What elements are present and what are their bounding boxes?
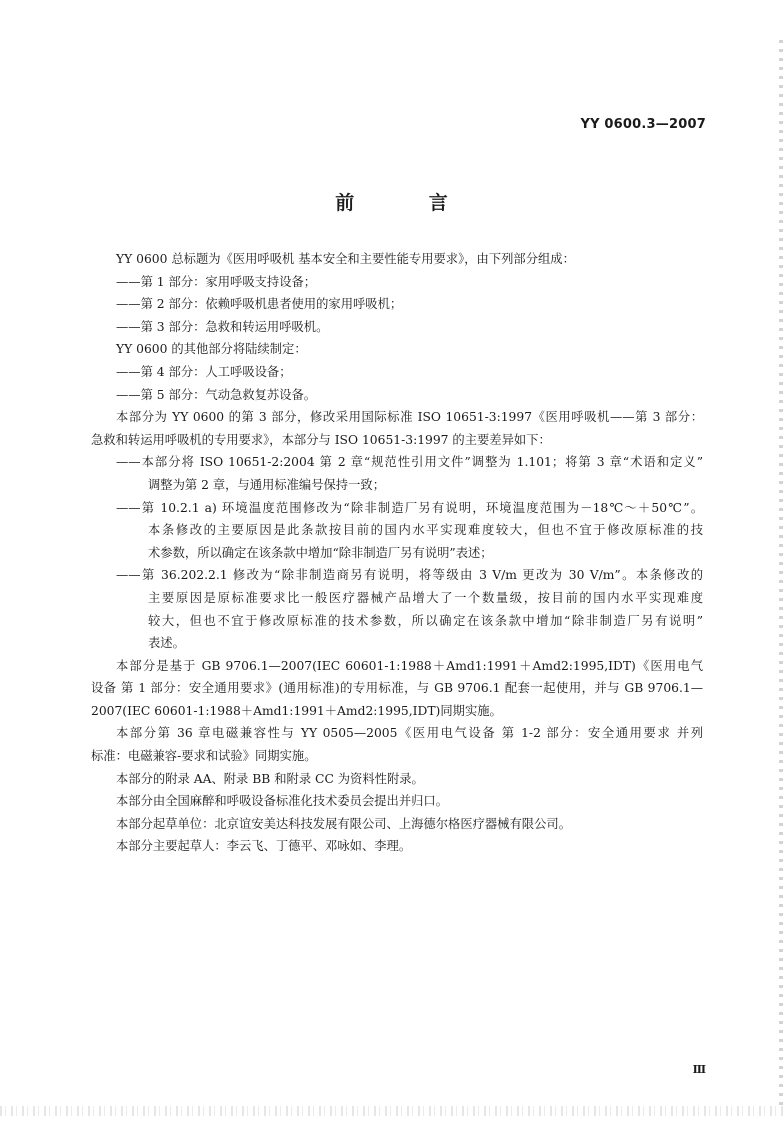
standard-number: YY 0600.3—2007	[580, 117, 706, 132]
paragraph-line: 本条修改的主要原因是此条款按目前的国内水平实现难度较大，但也不宜于修改原标准的技	[148, 523, 703, 538]
page-title: 前 言	[335, 192, 482, 214]
paragraph-line: 表述。	[148, 636, 185, 651]
paragraph-line: 设备 第 1 部分：安全通用要求》(通用标准)的专用标准，与 GB 9706.1 配套一起使用，并与 GB 9706.1—	[91, 681, 703, 696]
scan-artifact-right	[779, 40, 783, 1110]
paragraph-line: 主要原因是原标准要求比一般医疗器械产品增大了一个数量级，按目前的国内水平实现难度	[148, 590, 703, 605]
paragraph-line: 较大，但也不宜于修改原标准的技术参数，所以确定在该条款中增加“除非制造厂另有说明”	[148, 613, 703, 628]
paragraph-line: ——第 36.202.2.1 修改为“除非制造商另有说明，将等级由 3 V/m 更改为 30 V/m”。本条修改的	[116, 568, 703, 583]
paragraph-line: 本部分主要起草人：李云飞、丁德平、邓咏如、李理。	[116, 839, 412, 854]
paragraph-line: ——第 2 部分：依赖呼吸机患者使用的家用呼吸机；	[116, 297, 403, 312]
foreword-body	[91, 248, 703, 858]
page-number: Ⅲ	[692, 1063, 706, 1076]
paragraph-line: 本部分起草单位：北京谊安美达科技发展有限公司、上海德尔格医疗器械有限公司。	[116, 816, 571, 831]
paragraph-line: YY 0600 总标题为《医用呼吸机 基本安全和主要性能专用要求》，由下列部分组成：	[116, 252, 575, 266]
paragraph-line: 调整为第 2 章，与通用标准编号保持一致；	[148, 477, 385, 492]
paragraph-line: ——本部分将 ISO 10651-2:2004 第 2 章“规范性引用文件”调整为 1.101；将第 3 章“术语和定义”	[116, 455, 703, 470]
paragraph-line: 标准：电磁兼容-要求和试验》同期实施。	[91, 749, 317, 764]
paragraph-line: 本部分的附录 AA、附录 BB 和附录 CC 为资料性附录。	[116, 771, 424, 786]
paragraph-line: ——第 1 部分：家用呼吸支持设备；	[116, 274, 317, 289]
paragraph-line: 本部分由全国麻醉和呼吸设备标准化技术委员会提出并归口。	[116, 794, 449, 809]
paragraph-line: ——第 5 部分：气动急救复苏设备。	[116, 387, 317, 402]
paragraph-line: YY 0600 的其他部分将陆续制定：	[116, 342, 307, 357]
paragraph-line: 急救和转运用呼吸机的专用要求》，本部分与 ISO 10651-3:1997 的主要差异如下：	[91, 432, 551, 447]
paragraph-line: ——第 4 部分：人工呼吸设备；	[116, 364, 292, 379]
paragraph-line: ——第 10.2.1 a) 环境温度范围修改为“除非制造厂另有说明，环境温度范围为－18℃～＋50℃”。	[116, 500, 703, 515]
paragraph-line: 2007(IEC 60601-1:1988＋Amd1:1991＋Amd2:1995,IDT)同期实施。	[91, 703, 502, 718]
paragraph-line: ——第 3 部分：急救和转运用呼吸机。	[116, 319, 329, 334]
paragraph-line: 术参数，所以确定在该条款中增加“除非制造厂另有说明”表述；	[148, 545, 493, 560]
paragraph-line: 本部分是基于 GB 9706.1—2007(IEC 60601-1:1988＋Amd1:1991＋Amd2:1995,IDT)《医用电气	[116, 658, 703, 673]
paragraph-line: 本部分第 36 章电磁兼容性与 YY 0505—2005《医用电气设备 第 1-2 部分：安全通用要求 并列	[116, 726, 703, 741]
paragraph-line: 本部分为 YY 0600 的第 3 部分，修改采用国际标准 ISO 10651-3:1997《医用呼吸机——第 3 部分：	[116, 410, 703, 425]
scan-artifact-bottom	[0, 1106, 783, 1116]
